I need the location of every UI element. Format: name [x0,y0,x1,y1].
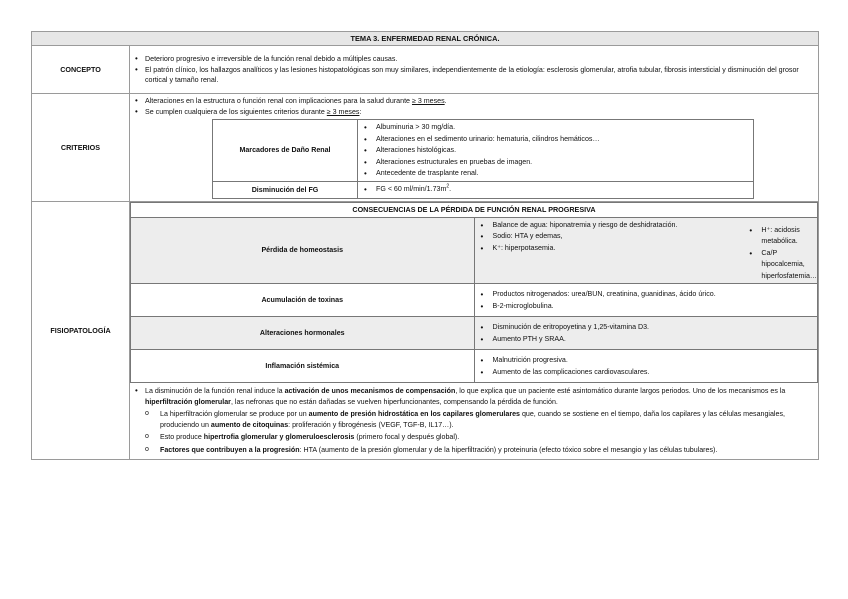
sub1-bold-1: aumento de presión hidrostática en los capilares glomerulares [308,410,520,418]
toxinas-item: • Productos nitrogenados: urea/BUN, creatinina, guanidinas, ácido úrico. [475,289,818,301]
inflamacion-item: • Malnutrición progresiva. [475,355,818,367]
marcador-item: • Alteraciones en el sedimento urinario: hematuria, cilindros hemáticos… [358,134,753,146]
fg-item [358,184,753,196]
compensacion-bullet [130,386,810,407]
criterios-bullet-1 [130,96,818,107]
homeostasis-label: Pérdida de homeostasis [131,217,475,284]
compensacion-sub-3 [130,445,810,456]
fg-row [213,181,754,198]
criterios-bullet-2-text: Se cumplen cualquiera de los siguientes criterios durante [145,107,327,116]
fg-content [358,181,754,198]
inflamacion-list [475,355,818,378]
inflamacion-row [131,350,818,383]
sub2-text-2: (primero focal y después global). [354,433,460,441]
fg-value: FG < 60 ml/min/1.73m [376,185,447,194]
fg-list [358,184,753,196]
hormonales-list [475,322,818,345]
compensacion-list [130,386,810,407]
inflamacion-item: • Aumento de las complicaciones cardiovasculares. [475,367,818,379]
marcadores-label: Marcadores de Daño Renal [213,120,358,182]
homeostasis-left [475,220,744,283]
fg-label: Disminución del FG [213,181,358,198]
homeostasis-content [474,217,818,284]
hormonales-item: • Disminución de eritropoyetina y 1,25-vitamina D3. [475,322,818,334]
homeostasis-right-list [743,225,817,283]
toxinas-content [474,284,818,317]
marcadores-list [358,122,753,180]
homeostasis-right [743,220,817,283]
sub3-text-1: : HTA (aumento de la presión glomerular y de la hiperfiltración) y proteinuria (efecto tóxico sobre el mesangio y las células tubulares). [299,445,718,454]
consecuencias-table [130,202,818,384]
concepto-row [32,46,819,94]
comp-text-3: , las nefronas que no están dañadas se vuelven hiperfuncionantes, compensando la pérdida de función. [230,397,558,406]
homeostasis-item: • Balance de agua: hiponatremia y riesgo de deshidratación. [475,220,744,232]
consecuencias-header: CONSECUENCIAS DE LA PÉRDIDA DE FUNCIÓN RENAL PROGRESIVA [131,202,818,217]
criterios-bullet-1-duration: ≥ 3 meses [411,97,445,105]
homeostasis-columns [475,220,818,283]
toxinas-row [131,284,818,317]
marcador-item: • Alteraciones histológicas. [358,145,753,157]
comp-text-1: La disminución de la función renal induce la [145,387,285,395]
page-title: TEMA 3. ENFERMEDAD RENAL CRÓNICA. [32,32,819,46]
sub1-text-2: que, cuando se sostiene en el tiempo, daña los capilares y las células mesangiales, produciendo un [160,410,785,429]
homeostasis-item: • Sodio: HTA y edemas, [475,231,744,243]
criterios-bullet-2-end: : [359,107,362,116]
criterios-list [130,96,818,117]
compensacion-section [130,383,818,459]
toxinas-item: • B-2-microglobulina. [475,301,818,313]
homeostasis-item: • K⁺: hiperpotasemia. [475,243,744,255]
marcador-item: • Alteraciones estructurales en pruebas de imagen. [358,157,753,169]
fisiopatologia-label: FISIOPATOLOGÍA [32,201,130,460]
summary-table [31,31,819,460]
compensacion-sub-1 [130,409,810,430]
compensacion-sub-2 [130,432,810,443]
concepto-content [130,46,819,94]
criterios-row [32,94,819,202]
fisiopatologia-content [130,201,819,460]
marcador-item: • Albuminuria > 30 mg/día. [358,122,753,134]
consecuencias-header-row [131,202,818,217]
fg-end: . [449,185,452,194]
marcadores-row [213,120,754,182]
concepto-label: CONCEPTO [32,46,130,94]
page [31,31,818,460]
marcadores-content [358,120,754,182]
concepto-bullet-1: • Deterioro progresivo e irreversible de la función renal debido a múltiples causas. [130,54,812,65]
sub1-text-3: : proliferación y fibrogénesis (VEGF, TGF-B, IL17…). [288,420,454,429]
comp-text-2: , lo que explica que un paciente esté asintomático durante largos periodos. Uno de los mecanismos es la [455,387,786,395]
hormonales-content [474,317,818,350]
fisiopatologia-row [32,201,819,460]
criterios-bullet-2-duration: ≥ 3 meses [326,107,360,116]
fg-sup: 2 [446,183,450,190]
homeostasis-item: • H⁺: acidosis metabólica. [743,225,817,248]
criterios-bullet-1-end: . [444,97,447,105]
sub3-bold-1: Factores que contribuyen a la progresión [160,445,300,454]
marcador-item: • Antecedente de trasplante renal. [358,168,753,180]
criterios-bullet-2 [130,107,818,118]
criterios-bullet-1-text: Alteraciones en la estructura o función renal con implicaciones para la salud durante [145,97,412,105]
inflamacion-content [474,350,818,383]
criterios-content [130,94,819,202]
criterios-label: CRITERIOS [32,94,130,202]
sub2-text-1: Esto produce [160,433,204,441]
comp-bold-1: activación de unos mecanismos de compensación [284,387,456,395]
sub1-text-1: La hiperfiltración glomerular se produce por un [160,410,309,418]
comp-bold-2: hiperfiltración glomerular [145,397,231,406]
toxinas-list [475,289,818,312]
inflamacion-label: Inflamación sistémica [131,350,475,383]
hormonales-row [131,317,818,350]
homeostasis-row [131,217,818,284]
concepto-bullet-2: • El patrón clínico, los hallazgos analíticos y las lesiones histopatológicas son muy similares, independientemente de la etiología: esclerosis glomerular, atrofia tubular, fibrosis intersticial y disminución del grosor cortical y tamaño renal. [130,65,812,86]
criterios-inner-table [212,119,754,199]
sub1-bold-2: aumento de citoquinas [210,420,289,429]
homeostasis-item: • Ca/P hipocalcemia, hiperfosfatemia… [743,248,817,283]
concepto-list [130,54,812,86]
toxinas-label: Acumulación de toxinas [131,284,475,317]
homeostasis-left-list [475,220,744,255]
compensacion-sublist [130,409,810,455]
hormonales-label: Alteraciones hormonales [131,317,475,350]
title-row [32,32,819,46]
sub2-bold-1: hipertrofia glomerular y glomeruloesclerosis [203,433,355,441]
hormonales-item: • Aumento PTH y SRAA. [475,334,818,346]
